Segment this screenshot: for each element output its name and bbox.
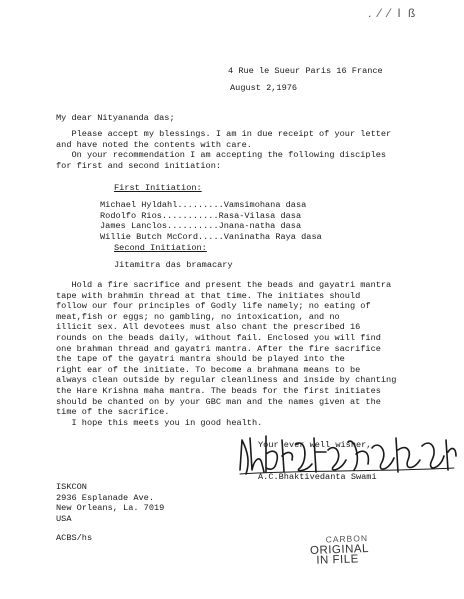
initiate-entry: Willie Butch McCord.....Vaninatha Raya dasa [100, 231, 322, 242]
file-stamp [309, 533, 369, 567]
recipient-line: ISKCON [56, 482, 87, 492]
recipient-address [56, 482, 164, 524]
salutation: My dear Nityananda das; [56, 113, 175, 123]
body-line: Hold a fire sacrifice and present the beads and gayatri mantra [56, 280, 392, 290]
body-line: the tape of the gayatri mantra should be played into the [56, 354, 345, 365]
body-line: the Hare Krishna maha mantra. The beads for the first initiates [56, 385, 381, 396]
intro-line: and have noted the contents with care. [56, 139, 252, 150]
second-initiation-entry: Jitamitra das bramacary [114, 260, 233, 270]
body-line: should be chanted on by your GBC man and the names given at the [56, 396, 381, 407]
corner-mark: . ⁄ ⁄ I ß [368, 6, 418, 20]
reference-initials: ACBS/hs [56, 533, 93, 543]
body-line: rounds on the beads daily, without fail. Enclosed you will find [56, 332, 381, 343]
initiate-entry: James Lanclos..........Jnana-natha dasa [100, 221, 302, 232]
signer-name: A.C.Bhaktivedanta Swami [258, 472, 377, 482]
recipient-line: 2936 Esplanade Ave. [56, 492, 154, 503]
body-paragraph [56, 280, 396, 428]
body-line: one brahman thread and gayatri mantra. After the fire sacrifice [56, 343, 381, 354]
intro-line: On your recommendation I am accepting the following disciples [56, 150, 387, 161]
body-line: time of the sacrifice. [56, 407, 170, 418]
second-initiation-heading: Second Initiation: [114, 243, 207, 253]
intro-line: for first and second initiation: [56, 160, 222, 171]
intro-line: Please accept my blessings. I am in due receipt of your letter [56, 129, 392, 139]
body-line: meat,fish or eggs; no gambling, no intoxication, and no [56, 311, 340, 322]
letter-date: August 2,1976 [230, 83, 298, 93]
body-line: right ear of the initiate. To become a brahmana means to be [56, 364, 361, 375]
body-line: always clean outside by regular cleanliness and inside by chanting [56, 375, 397, 386]
intro-paragraph [56, 129, 391, 171]
initiate-entry: Michael Hyldahl.........Vamsimohana dasa [100, 200, 307, 210]
sender-address: 4 Rue le Sueur Paris 16 France [228, 66, 383, 76]
valediction: Your ever well wisher, [258, 440, 372, 450]
first-initiation-heading: First Initiation: [114, 183, 202, 193]
handwritten-signature [236, 430, 460, 478]
first-initiation-list [100, 200, 322, 242]
body-line: I hope this meets you in good health. [56, 417, 263, 428]
recipient-line: USA [56, 513, 72, 524]
body-line: illicit sex. All devotees must also chant the prescribed 16 [56, 322, 361, 333]
initiate-entry: Rodolfo Rios...........Rasa-Vilasa dasa [100, 210, 302, 221]
stamp-line-in-file: IN FILE [316, 553, 360, 567]
body-line: tape with brahmin thread at that time. The initiates should [56, 290, 361, 301]
body-line: follow our four principles of Godly life namely; no eating of [56, 301, 371, 312]
stamp-line-original: ORIGINAL [309, 542, 370, 557]
stamp-line-carbon: CARBON [325, 533, 369, 545]
recipient-line: New Orleans, La. 7019 [56, 503, 165, 514]
